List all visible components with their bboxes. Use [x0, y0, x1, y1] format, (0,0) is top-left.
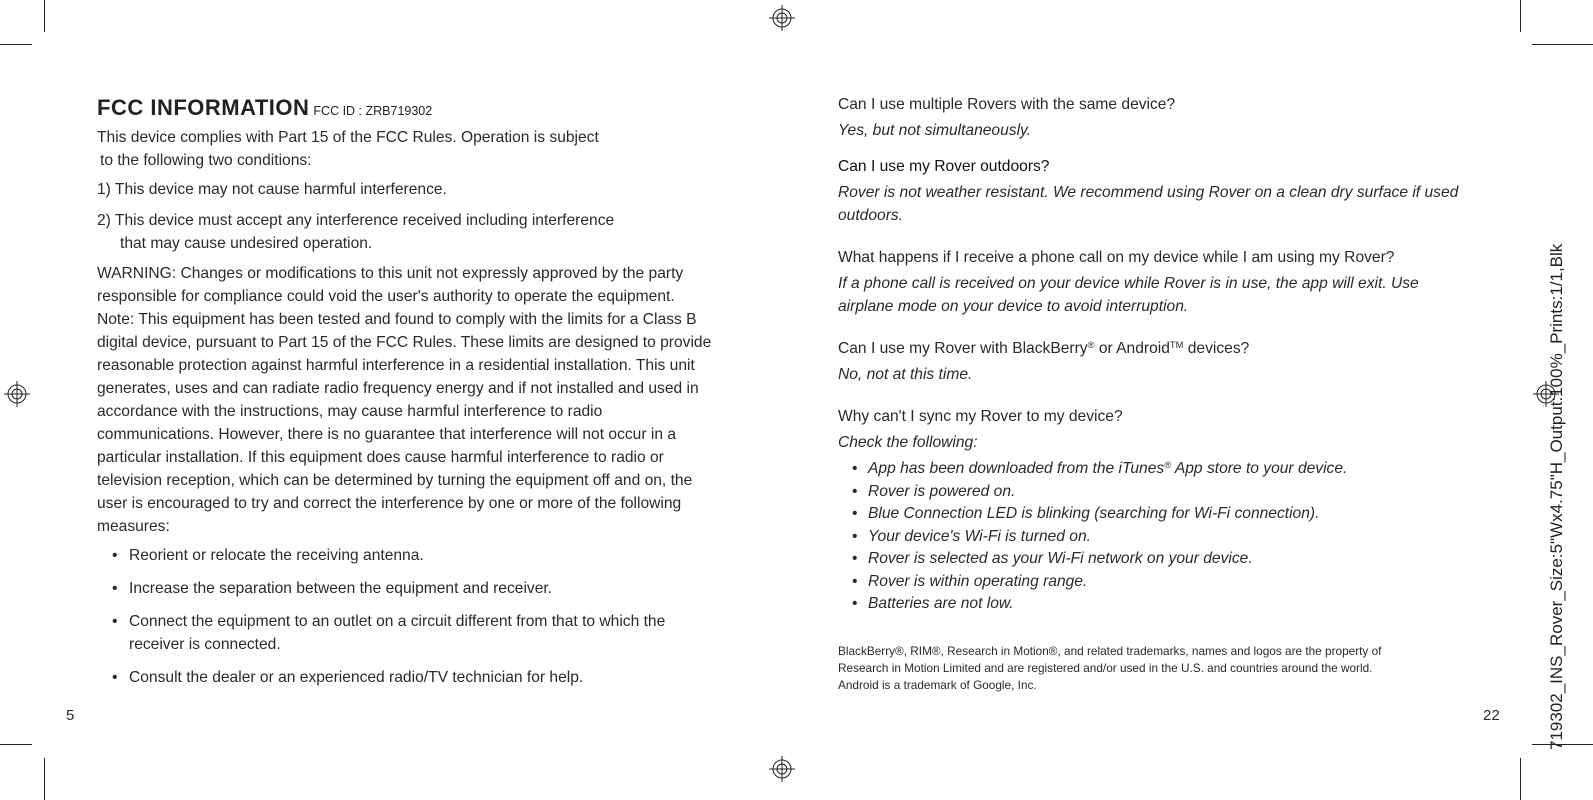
bullet: •	[852, 482, 858, 500]
check-text: Blue Connection LED is blinking (searching for Wi-Fi connection).	[868, 505, 1320, 522]
faq-section	[838, 93, 1478, 694]
list-item	[838, 571, 1478, 594]
bullet: •	[112, 547, 118, 564]
faq-item	[838, 405, 1478, 616]
bullet: •	[112, 580, 118, 597]
list-item	[838, 526, 1478, 549]
list-item	[97, 544, 712, 567]
faq-item	[838, 337, 1478, 386]
crop-mark	[1520, 758, 1521, 800]
condition-item-continued: that may cause undesired operation.	[120, 235, 373, 252]
check-text: App has been downloaded from the iTunes	[868, 460, 1165, 477]
bullet: •	[852, 550, 858, 567]
warning-paragraph	[97, 262, 712, 538]
page-title	[97, 93, 712, 126]
question-text: or Android	[1094, 340, 1170, 357]
list-item	[838, 593, 1478, 616]
check-text: Rover is within operating range.	[868, 572, 1088, 590]
fcc-id: FCC ID : ZRB719302	[313, 104, 433, 118]
bullet: •	[112, 613, 118, 630]
list-item	[838, 548, 1478, 571]
list-item	[97, 577, 712, 600]
list-item	[97, 610, 712, 656]
faq-item	[838, 155, 1478, 227]
bullet: •	[852, 527, 858, 545]
check-text: Your device's Wi-Fi is turned on.	[868, 527, 1091, 545]
registered-mark: ®	[1087, 339, 1095, 350]
measures-list	[97, 544, 712, 689]
question-text: Can I use my Rover with BlackBerry	[838, 340, 1088, 357]
print-slug: 719302_INS_Rover_Size:5"Wx4.75"H_Output:100%_Prints:1/1,Blk	[1547, 243, 1566, 750]
list-item	[97, 666, 712, 689]
warning-text: Changes or modifications to this unit not expressly approved by the party responsible for compliance could void the user's authority to operate the equipment. Note: This equipment has been tested and found to comply with the limits for a Class B digital device, pursuant to Part 15 of the FCC Rules. These limits are designed to provide reasonable protection against harmful interference in a residential installation. This unit generates, uses and can radiate radio frequency energy and if not installed and used in accordance with the instructions, may cause harmful interference to radio communications. However, there is no guarantee that interference will not occur in a particular installation. If this equipment does cause harmful interference to radio or television reception, which can be determined by turning the equipment off and on, the user is encouraged to try and correct the interference by one or more of the following measures:	[97, 265, 712, 535]
fcc-title: FCC INFORMATION	[97, 95, 310, 120]
crop-mark	[1520, 0, 1521, 32]
list-item	[838, 503, 1478, 526]
page-number: 5	[66, 707, 75, 724]
registration-mark-icon	[769, 756, 795, 782]
check-text: Rover is powered on.	[868, 482, 1016, 500]
crop-mark	[44, 758, 45, 800]
footnote-line: BlackBerry®, RIM®, Research in Motion®, and related trademarks, names and logos are the property of	[838, 643, 1382, 658]
intro-line: This device complies with Part 15 of the FCC Rules. Operation is subject	[97, 129, 599, 146]
faq-answer: If a phone call is received on your device while Rover is in use, the app will exit. Use airplane mode on your device to avoid interruption.	[838, 275, 1419, 315]
faq-item	[838, 93, 1478, 142]
question-text: devices?	[1183, 340, 1250, 357]
bullet: •	[852, 572, 858, 590]
trademark-mark: TM	[1169, 339, 1184, 350]
bullet: •	[852, 595, 858, 612]
faq-answer: Check the following:	[838, 434, 978, 451]
measure-text: Connect the equipment to an outlet on a circuit different from that to which the receiver is connected.	[129, 613, 666, 653]
list-item	[838, 481, 1478, 504]
registration-mark-icon	[4, 381, 30, 407]
faq-answer: No, not at this time.	[838, 366, 973, 383]
faq-item	[838, 246, 1478, 318]
faq-question: What happens if I receive a phone call on my device while I am using my Rover?	[838, 249, 1395, 266]
faq-question: Why can't I sync my Rover to my device?	[838, 408, 1123, 425]
crop-mark	[44, 0, 45, 32]
faq-answer: Yes, but not simultaneously.	[838, 122, 1032, 139]
faq-question: Can I use multiple Rovers with the same device?	[838, 96, 1176, 113]
faq-question: Can I use my Rover outdoors?	[838, 158, 1050, 175]
crop-mark	[1532, 44, 1593, 45]
check-text: Batteries are not low.	[868, 595, 1014, 612]
fcc-information-section	[97, 93, 712, 699]
list-item	[838, 458, 1478, 481]
measure-text: Increase the separation between the equipment and receiver.	[129, 580, 553, 597]
trademark-footnote	[838, 643, 1438, 694]
crop-mark	[0, 44, 32, 45]
bullet: •	[112, 669, 118, 686]
faq-question	[838, 337, 1478, 360]
check-text: Rover is selected as your Wi-Fi network on your device.	[868, 550, 1253, 567]
condition-item: 2) This device must accept any interference received including interference	[97, 212, 615, 229]
registered-mark: ®	[1164, 459, 1172, 470]
bullet: •	[852, 505, 858, 522]
condition-item: 1) This device may not cause harmful interference.	[97, 181, 447, 198]
bullet: •	[852, 460, 858, 477]
crop-mark	[0, 744, 32, 745]
check-list	[838, 458, 1478, 616]
measure-text: Consult the dealer or an experienced radio/TV technician for help.	[129, 669, 584, 686]
warning-label: WARNING:	[97, 265, 177, 282]
measure-text: Reorient or relocate the receiving antenna.	[129, 547, 424, 564]
footnote-line: Research in Motion Limited and are registered and/or used in the U.S. and countries around the world.	[838, 660, 1373, 675]
faq-answer: Rover is not weather resistant. We recommend using Rover on a clean dry surface if used outdoors.	[838, 184, 1459, 224]
check-text: App store to your device.	[1171, 460, 1348, 477]
registration-mark-icon	[769, 5, 795, 31]
page-number: 22	[1483, 707, 1500, 724]
intro-line: to the following two conditions:	[100, 152, 312, 169]
footnote-line: Android is a trademark of Google, Inc.	[838, 677, 1037, 692]
